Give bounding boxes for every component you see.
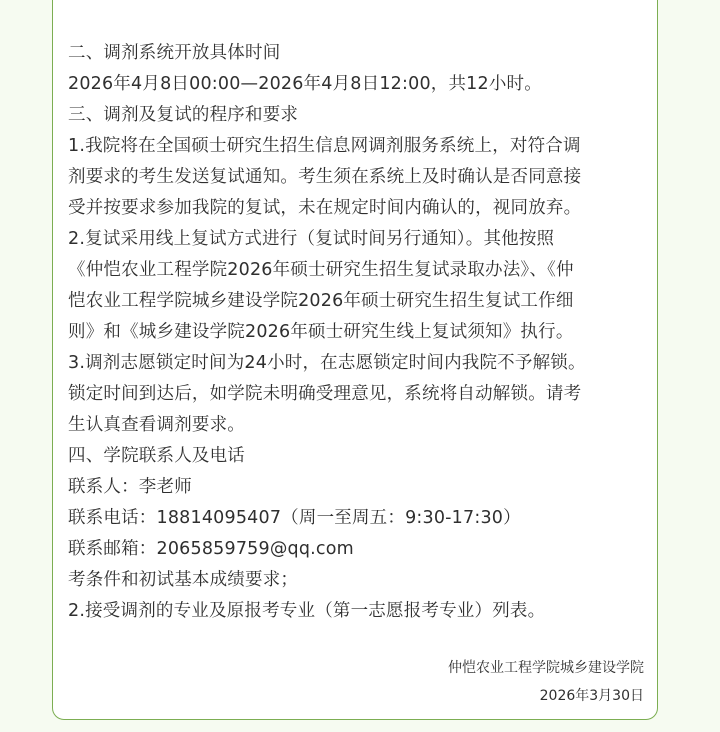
paragraph-line: 2.复试采用线上复试方式进行（复试时间另行通知）。其他按照	[68, 229, 555, 249]
signature-block	[448, 654, 644, 710]
section-heading-3: 三、调剂及复试的程序和要求	[68, 105, 299, 125]
paragraph-line: 锁定时间到达后，如学院未明确受理意见，系统将自动解锁。请考	[68, 384, 582, 404]
notice-body	[68, 38, 658, 627]
paragraph-line: 受并按要求参加我院的复试，未在规定时间内确认的，视同放弃。	[68, 198, 582, 218]
paragraph-line: 2026年4月8日00:00—2026年4月8日12:00，共12小时。	[68, 74, 542, 94]
paragraph-line: 恺农业工程学院城乡建设学院2026年硕士研究生招生复试工作细	[68, 291, 574, 311]
paragraph-line: 3.调剂志愿锁定时间为24小时，在志愿锁定时间内我院不予解锁。	[68, 353, 586, 373]
paragraph-line: 2.接受调剂的专业及原报考专业（第一志愿报考专业）列表。	[68, 601, 546, 621]
contact-email: 联系邮箱：2065859759@qq.com	[68, 539, 354, 559]
paragraph-line: 考条件和初试基本成绩要求；	[68, 570, 299, 590]
contact-phone: 联系电话：18814095407（周一至周五：9:30-17:30）	[68, 508, 521, 528]
signature-date: 2026年3月30日	[539, 688, 644, 704]
signature-org: 仲恺农业工程学院城乡建设学院	[448, 660, 644, 676]
paragraph-line: 剂要求的考生发送复试通知。考生须在系统上及时确认是否同意接	[68, 167, 582, 187]
contact-person: 联系人：李老师	[68, 477, 192, 497]
paragraph-line: 《仲恺农业工程学院2026年硕士研究生招生复试录取办法》、《仲	[68, 260, 574, 280]
paragraph-line: 则》和《城乡建设学院2026年硕士研究生线上复试须知》执行。	[68, 322, 574, 342]
section-heading-4: 四、学院联系人及电话	[68, 446, 245, 466]
paragraph-line: 生认真查看调剂要求。	[68, 415, 245, 435]
paragraph-line: 1.我院将在全国硕士研究生招生信息网调剂服务系统上，对符合调	[68, 136, 581, 156]
section-heading-2: 二、调剂系统开放具体时间	[68, 43, 281, 63]
